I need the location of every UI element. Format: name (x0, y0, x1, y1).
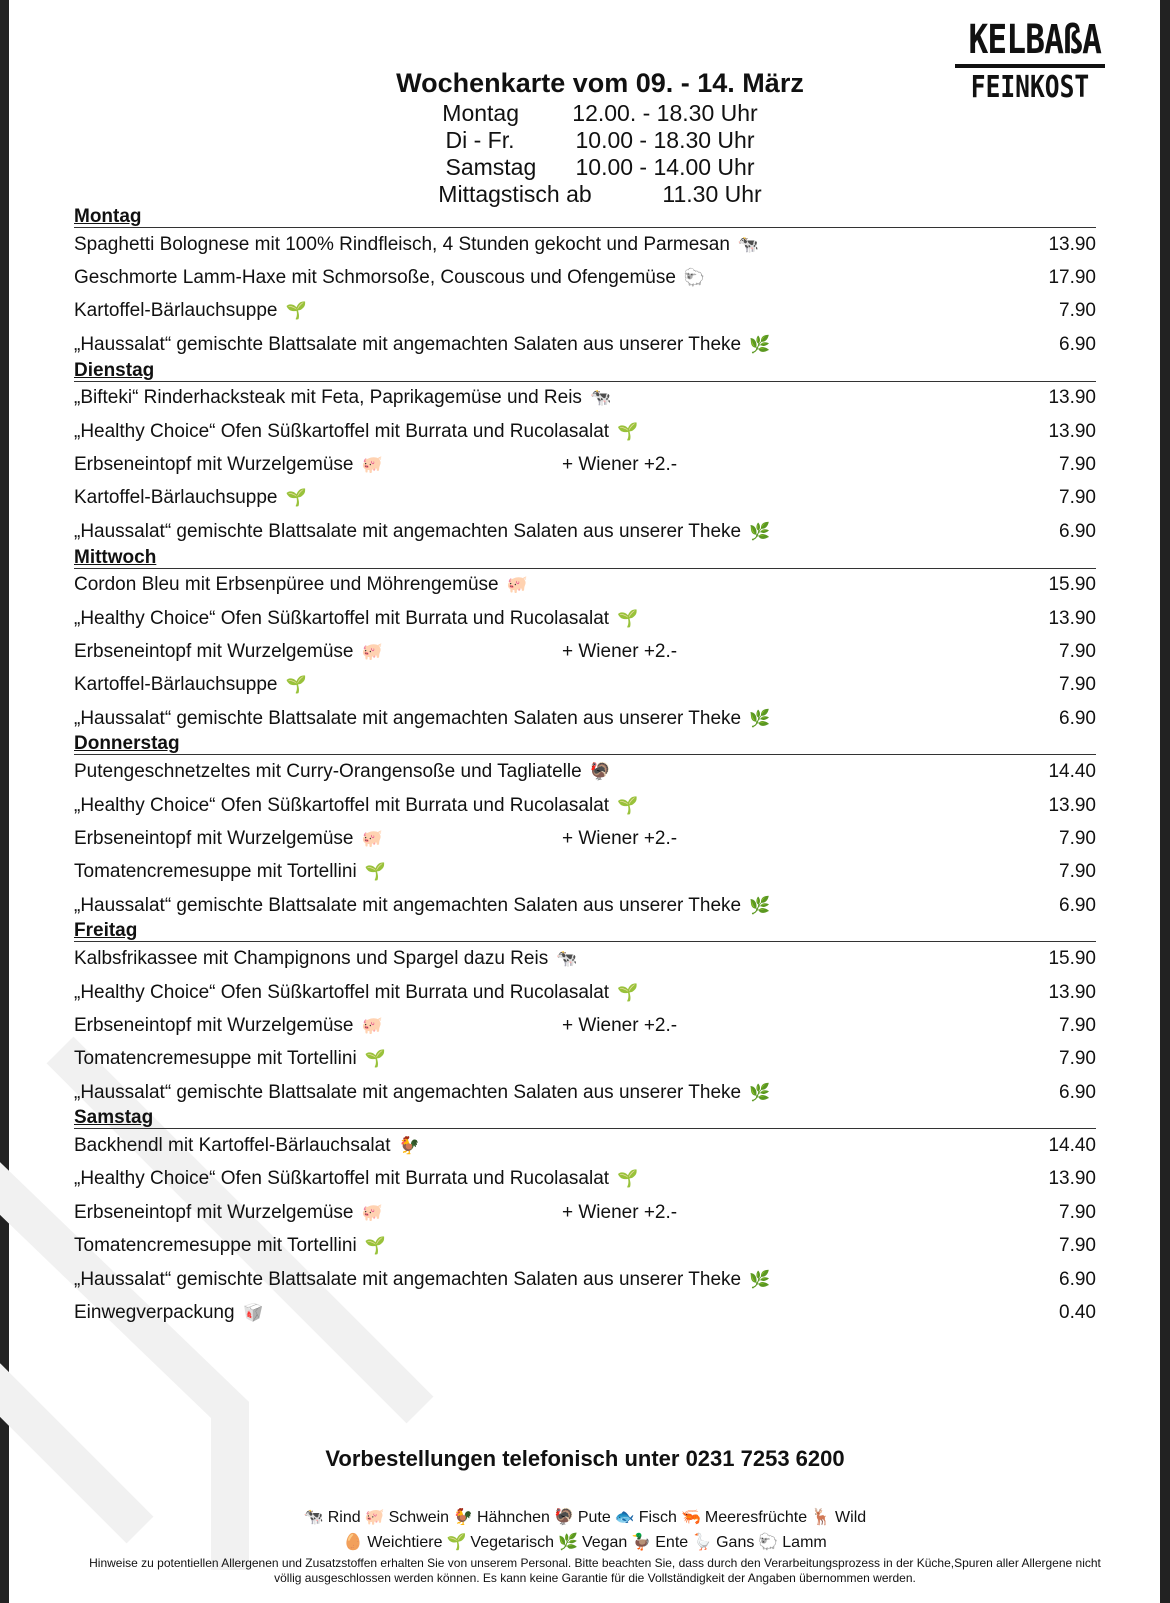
legend-label: Wild (835, 1509, 867, 1526)
menu-item-name: „Healthy Choice“ Ofen Süßkartoffel mit Burrata und Rucolasalat (74, 1168, 610, 1190)
menu-item (74, 942, 1096, 975)
diet-icon: 🐖 (361, 641, 383, 661)
legend-row-1 (0, 1507, 1170, 1527)
legend-icon: 🥚 (343, 1534, 364, 1551)
day-heading: Montag (74, 208, 1096, 228)
menu-item (74, 822, 1096, 855)
legend-icon: 🌿 (558, 1534, 578, 1551)
menu-item-name: „Haussalat“ gemischte Blattsalate mit angemachten Salaten aus unserer Theke (74, 520, 742, 542)
logo-divider (955, 64, 1105, 68)
diet-icon: 🌿 (749, 708, 771, 728)
menu-item-name: „Haussalat“ gemischte Blattsalate mit angemachten Salaten aus unserer Theke (74, 1081, 742, 1103)
menu-item-name: „Haussalat“ gemischte Blattsalate mit angemachten Salaten aus unserer Theke (74, 894, 742, 916)
diet-icon: 🌱 (617, 982, 639, 1002)
day-heading: Dienstag (74, 362, 1096, 382)
hours-time: 10.00 - 14.00 Uhr (575, 154, 755, 180)
day-section-donnerstag (74, 735, 1096, 922)
hours-time: 12.00. - 18.30 Uhr (572, 100, 758, 126)
hours-label: Di - Fr. (445, 127, 515, 153)
hours-label: Samstag (445, 154, 537, 180)
hours-row (380, 127, 820, 154)
day-heading: Samstag (74, 1109, 1096, 1129)
brand-logo (955, 18, 1105, 104)
day-section-samstag (74, 1109, 1096, 1329)
legend-icon: 🐓 (453, 1509, 473, 1526)
menu-item-price: 7.90 (1059, 674, 1096, 696)
legend-label: Ente (655, 1534, 689, 1551)
diet-icon: 🌿 (749, 521, 771, 541)
menu-item (74, 1263, 1096, 1296)
menu-item-price: 15.90 (1048, 574, 1096, 596)
legend-icon: 🦐 (680, 1509, 701, 1526)
legend-label: Pute (577, 1509, 611, 1526)
menu-item (74, 976, 1096, 1009)
menu-item-price: 7.90 (1059, 861, 1096, 883)
diet-icon: 🐄 (556, 949, 578, 969)
diet-icon: 🌿 (749, 895, 771, 915)
menu-item-name: „Healthy Choice“ Ofen Süßkartoffel mit Burrata und Rucolasalat (74, 981, 610, 1003)
menu-item-name: Erbseneintopf mit Wurzelgemüse (74, 827, 354, 849)
menu-item-price: 13.90 (1048, 794, 1096, 816)
menu-item (74, 328, 1096, 361)
menu-item-name: „Haussalat“ gemischte Blattsalate mit angemachten Salaten aus unserer Theke (74, 707, 742, 729)
legend-label: Hähnchen (476, 1509, 550, 1526)
menu-item-extra: + Wiener +2.- (562, 827, 678, 849)
menu-item-price: 6.90 (1059, 707, 1096, 729)
diet-icon: 🌱 (285, 675, 307, 695)
diet-icon: 🐓 (398, 1136, 420, 1156)
menu-item-name: Kalbsfrikassee mit Champignons und Spargel dazu Reis (74, 948, 549, 970)
diet-icon: 🥡 (242, 1303, 264, 1323)
day-heading: Freitag (74, 922, 1096, 942)
menu-item-name: Kartoffel-Bärlauchsuppe (74, 487, 278, 509)
menu-item-name: Erbseneintopf mit Wurzelgemüse (74, 640, 354, 662)
menu-item-price: 15.90 (1048, 948, 1096, 970)
menu-item-name: Tomatencremesuppe mit Tortellini (74, 1235, 357, 1257)
diet-icon: 🌱 (285, 301, 307, 321)
legend-icon: 🦌 (811, 1509, 832, 1526)
diet-icon: 🐖 (361, 455, 383, 475)
legend-icon: 🐑 (758, 1534, 779, 1551)
menu-item (74, 448, 1096, 481)
menu-item-price: 13.90 (1048, 1168, 1096, 1190)
menu-item (74, 482, 1096, 515)
menu-item-name: „Haussalat“ gemischte Blattsalate mit angemachten Salaten aus unserer Theke (74, 333, 742, 355)
legend-label: Gans (716, 1534, 755, 1551)
menu-item (74, 602, 1096, 635)
menu-item (74, 261, 1096, 294)
menu-item (74, 1009, 1096, 1042)
menu-item (74, 1230, 1096, 1263)
menu-item (74, 856, 1096, 889)
menu-item-price: 7.90 (1059, 1014, 1096, 1036)
menu-item (74, 415, 1096, 448)
menu-item-name: „Haussalat“ gemischte Blattsalate mit angemachten Salaten aus unserer Theke (74, 1268, 742, 1290)
diet-icon: 🌱 (617, 421, 639, 441)
diet-icon: 🌱 (617, 795, 639, 815)
menu-item (74, 789, 1096, 822)
logo-line1: KELBAßA (968, 17, 1101, 63)
menu-item-price: 6.90 (1059, 1268, 1096, 1290)
legend-icon: 🌱 (446, 1534, 467, 1551)
diet-icon: 🐖 (361, 1015, 383, 1035)
diet-icon: 🌱 (364, 862, 386, 882)
menu-item-name: Geschmorte Lamm-Haxe mit Schmorsoße, Couscous und Ofengemüse (74, 267, 676, 289)
weekly-menu (74, 208, 1096, 1330)
legend-label: Lamm (782, 1534, 827, 1551)
menu-item-extra: + Wiener +2.- (562, 1201, 678, 1223)
menu-item-price: 14.40 (1048, 1135, 1096, 1157)
menu-item-price: 13.90 (1048, 387, 1096, 409)
menu-item (74, 1043, 1096, 1076)
hours-time: 10.00 - 18.30 Uhr (575, 127, 755, 153)
menu-item-name: Tomatencremesuppe mit Tortellini (74, 1048, 357, 1070)
legend-label: Vegan (581, 1534, 628, 1551)
menu-item-name: Backhendl mit Kartoffel-Bärlauchsalat (74, 1135, 391, 1157)
menu-item (74, 569, 1096, 602)
legend-label: Meeresfrüchte (704, 1509, 808, 1526)
menu-item-price: 7.90 (1059, 487, 1096, 509)
menu-item (74, 755, 1096, 788)
hours-row (380, 100, 820, 127)
menu-item-price: 13.90 (1048, 981, 1096, 1003)
diet-icon: 🐄 (589, 388, 612, 408)
menu-item-price: 0.40 (1059, 1302, 1096, 1324)
menu-item-name: Spaghetti Bolognese mit 100% Rindfleisch, 4 Stunden gekocht und Parmesan (74, 233, 730, 255)
diet-icon: 🌱 (617, 1169, 639, 1189)
legend-label: Fisch (638, 1509, 677, 1526)
diet-icon: 🐑 (683, 268, 706, 288)
left-border (0, 0, 9, 1603)
legend-label: Rind (327, 1509, 361, 1526)
menu-item-price: 7.90 (1059, 1201, 1096, 1223)
day-section-freitag (74, 922, 1096, 1109)
menu-item (74, 515, 1096, 548)
menu-item (74, 295, 1096, 328)
menu-item-price: 17.90 (1048, 267, 1096, 289)
menu-item (74, 1163, 1096, 1196)
menu-item-price: 14.40 (1048, 761, 1096, 783)
day-section-montag (74, 208, 1096, 362)
opening-hours (380, 100, 820, 208)
menu-item (74, 1296, 1096, 1329)
legend-label: Schwein (388, 1509, 450, 1526)
logo-line2: FEINKOST (970, 70, 1090, 105)
menu-item (74, 1129, 1096, 1162)
diet-icon: 🌿 (749, 1269, 771, 1289)
diet-icon: 🌱 (285, 488, 307, 508)
menu-item-name: Tomatencremesuppe mit Tortellini (74, 861, 357, 883)
menu-item-name: „Healthy Choice“ Ofen Süßkartoffel mit Burrata und Rucolasalat (74, 607, 610, 629)
hours-time: 11.30 Uhr (662, 181, 762, 207)
legend-icon: 🦆 (631, 1534, 652, 1551)
diet-icon: 🦃 (589, 762, 611, 782)
day-section-dienstag (74, 359, 1096, 549)
diet-icon: 🐄 (737, 234, 760, 254)
menu-item-price: 6.90 (1059, 333, 1096, 355)
menu-item (74, 228, 1096, 261)
menu-item-price: 13.90 (1048, 607, 1096, 629)
menu-item-name: Kartoffel-Bärlauchsuppe (74, 300, 278, 322)
diet-icon: 🐖 (361, 828, 383, 848)
menu-item-name: Erbseneintopf mit Wurzelgemüse (74, 1201, 354, 1223)
hours-label: Mittagstisch ab (438, 181, 592, 207)
menu-item-name: Kartoffel-Bärlauchsuppe (74, 674, 278, 696)
diet-icon: 🌿 (749, 1082, 771, 1102)
menu-item-price: 7.90 (1059, 300, 1096, 322)
menu-item-extra: + Wiener +2.- (562, 640, 678, 662)
day-section-mittwoch (74, 546, 1096, 736)
menu-item-price: 7.90 (1059, 1048, 1096, 1070)
diet-icon: 🌱 (364, 1236, 386, 1256)
order-phone-text: Vorbestellungen telefonisch unter 0231 7253 6200 (325, 1446, 845, 1471)
menu-item-price: 6.90 (1059, 520, 1096, 542)
day-heading: Donnerstag (74, 735, 1096, 755)
menu-item-price: 13.90 (1048, 420, 1096, 442)
hours-label: Montag (442, 100, 520, 126)
menu-item-name: Erbseneintopf mit Wurzelgemüse (74, 1014, 354, 1036)
menu-item-name: Cordon Bleu mit Erbsenpüree und Möhrengemüse (74, 574, 499, 596)
diet-icon: 🐖 (361, 1202, 383, 1222)
legend-icon: 🪿 (692, 1534, 713, 1551)
legend-icon: 🐟 (614, 1509, 635, 1526)
menu-item-price: 6.90 (1059, 1081, 1096, 1103)
legend-icon: 🐄 (303, 1509, 324, 1526)
legend-row-2 (0, 1532, 1170, 1552)
menu-item (74, 1076, 1096, 1109)
menu-item (74, 702, 1096, 735)
hours-row (380, 181, 820, 208)
diet-icon: 🌿 (749, 334, 771, 354)
menu-item (74, 889, 1096, 922)
menu-item-price: 7.90 (1059, 1235, 1096, 1257)
legend-icon: 🦃 (553, 1509, 574, 1526)
menu-item-name: „Bifteki“ Rinderhacksteak mit Feta, Paprikagemüse und Reis (74, 387, 582, 409)
legend-label: Vegetarisch (470, 1534, 555, 1551)
legend-icon: 🐖 (364, 1509, 385, 1526)
diet-icon: 🌱 (617, 608, 639, 628)
menu-item-price: 6.90 (1059, 894, 1096, 916)
menu-item-name: Einwegverpackung (74, 1302, 235, 1324)
menu-item-name: „Healthy Choice“ Ofen Süßkartoffel mit Burrata und Rucolasalat (74, 794, 610, 816)
menu-item-price: 7.90 (1059, 454, 1096, 476)
diet-icon: 🐖 (506, 575, 528, 595)
allergen-note: Hinweise zu potentiellen Allergenen und Zusatzstoffen erhalten Sie von unserem Personal. Bitte beachten Sie, dass durch den Verarbeitungsprozess in der Küche,Spuren aller Allergene nicht völlig ausgeschlossen werden können. Es kann keine Garantie für die Vollständigkeit der Angaben übernommen werden. (89, 1556, 1101, 1585)
page-title: Wochenkarte vom 09. - 14. März (396, 68, 804, 98)
menu-item-name: „Healthy Choice“ Ofen Süßkartoffel mit Burrata und Rucolasalat (74, 420, 610, 442)
menu-item-price: 7.90 (1059, 640, 1096, 662)
menu-item-extra: + Wiener +2.- (562, 454, 678, 476)
menu-item-price: 13.90 (1048, 233, 1096, 255)
menu-item-extra: + Wiener +2.- (562, 1014, 678, 1036)
menu-item (74, 635, 1096, 668)
right-border (1160, 0, 1170, 1603)
day-heading: Mittwoch (74, 549, 1096, 569)
menu-item (74, 382, 1096, 415)
menu-item-name: Putengeschnetzeltes mit Curry-Orangensoße und Tagliatelle (74, 761, 582, 783)
menu-item-name: Erbseneintopf mit Wurzelgemüse (74, 454, 354, 476)
legend-label: Weichtiere (367, 1534, 443, 1551)
hours-row (380, 154, 820, 181)
menu-header (380, 66, 820, 208)
menu-item (74, 1196, 1096, 1229)
menu-item (74, 669, 1096, 702)
menu-item-price: 7.90 (1059, 827, 1096, 849)
diet-icon: 🌱 (364, 1049, 386, 1069)
